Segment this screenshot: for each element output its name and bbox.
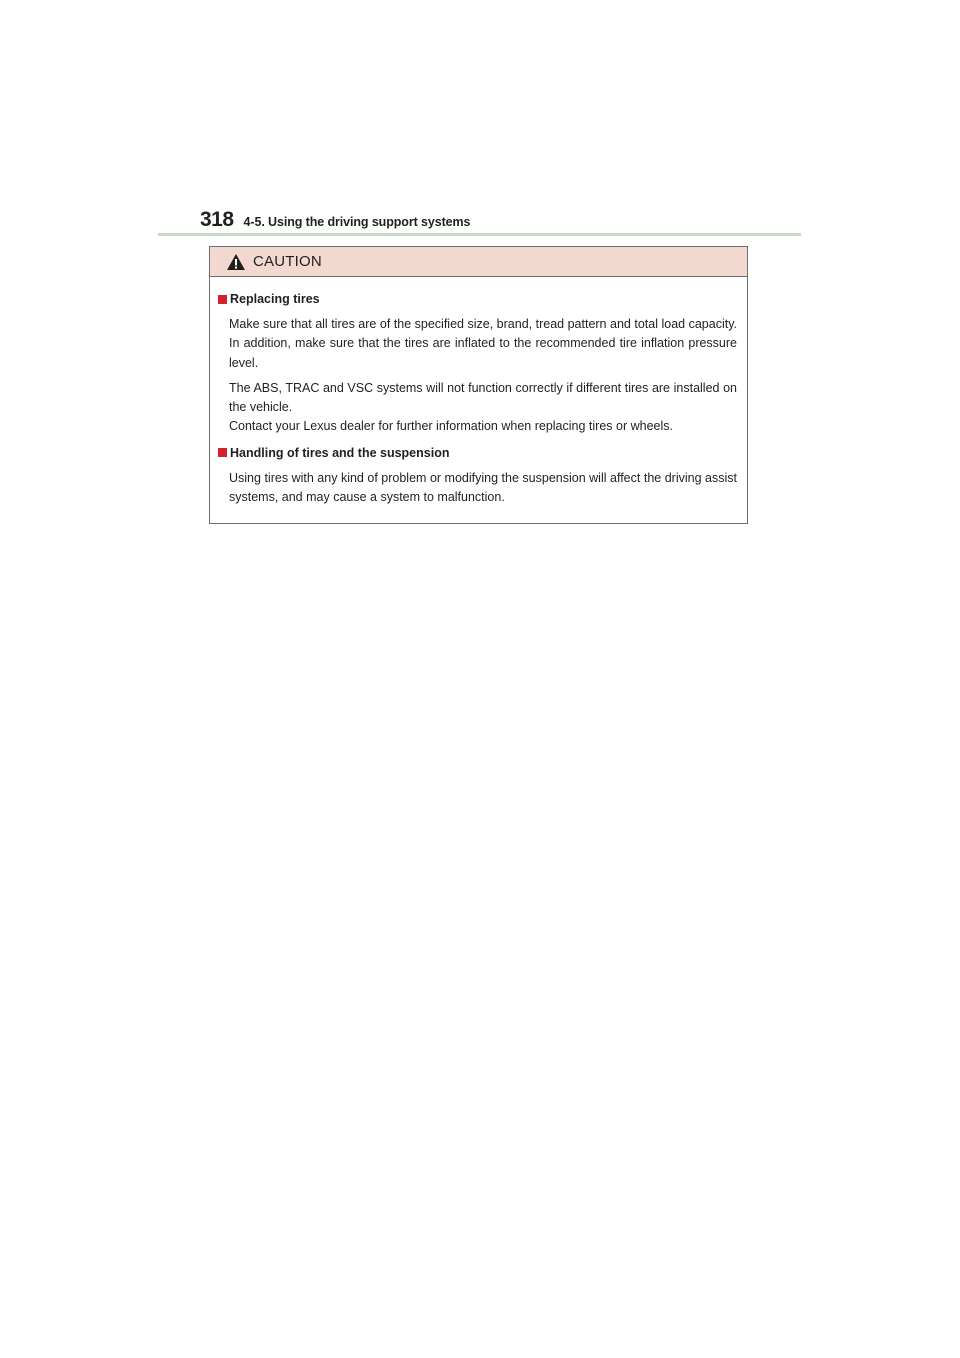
section-heading-replacing-tires (218, 290, 737, 308)
section-heading-text: Handling of tires and the suspension (230, 445, 450, 460)
caution-header (210, 247, 747, 277)
caution-body (210, 277, 747, 507)
paragraph: Using tires with any kind of problem or modifying the suspension will affect the driving assist systems, and may cause a system to malfunction. (229, 470, 737, 505)
paragraph: Make sure that all tires are of the specified size, brand, tread pattern and total load capacity. In addition, make sure that the tires are inflated to the recommended tire inflation pressure level. (229, 317, 737, 370)
header-rule (158, 233, 801, 236)
section-heading-text: Replacing tires (230, 292, 320, 306)
caution-label: CAUTION (253, 253, 322, 270)
page-header (200, 203, 800, 231)
square-bullet-icon (218, 448, 227, 457)
section-heading-handling-tires-suspension (218, 444, 737, 462)
paragraph: Contact your Lexus dealer for further information when replacing tires or wheels. (229, 419, 673, 434)
warning-triangle-icon (226, 253, 246, 271)
page-number: 318 (200, 208, 234, 231)
section-title: 4-5. Using the driving support systems (243, 215, 471, 229)
caution-box (209, 246, 748, 524)
paragraph: The ABS, TRAC and VSC systems will not function correctly if different tires are installed on the vehicle. (229, 380, 737, 415)
square-bullet-icon (218, 295, 227, 304)
